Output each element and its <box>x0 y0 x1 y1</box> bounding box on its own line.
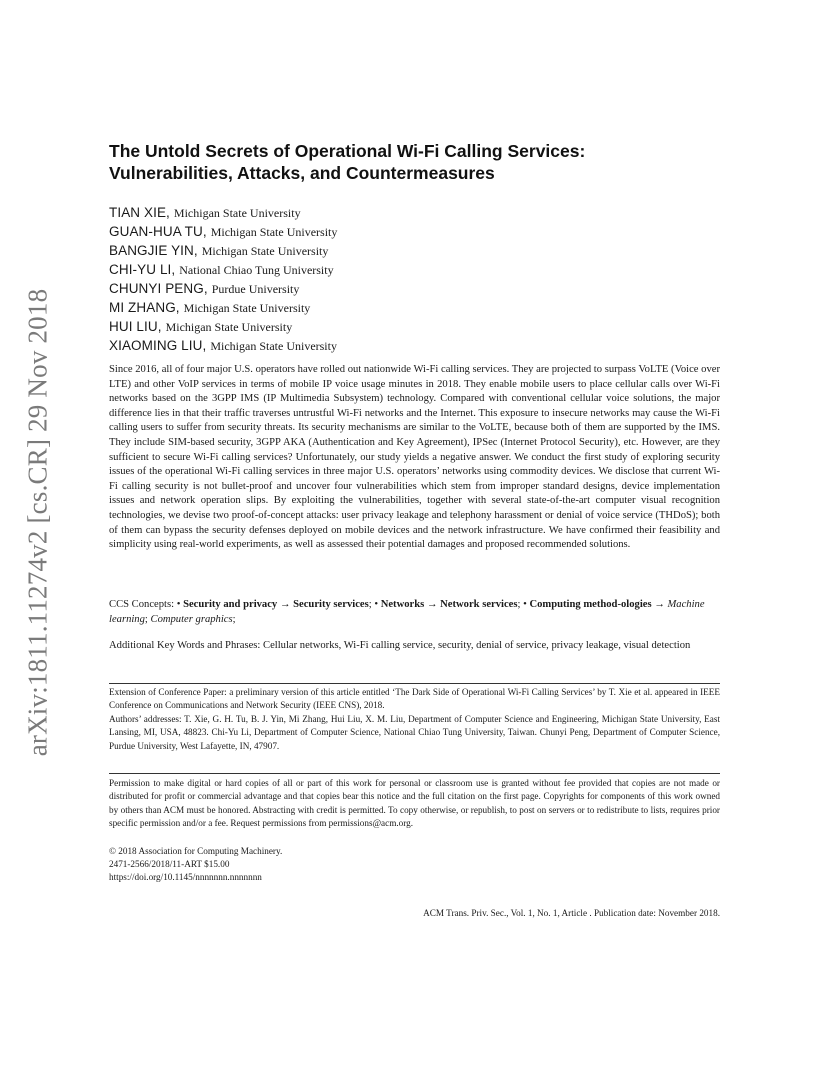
author-entry <box>109 317 729 336</box>
permissions-notice: Permission to make digital or hard copies of all or part of this work for personal or classroom use is granted without fee provided that copies are not made or distributed for profit or commercial advantage and that copies bear this notice and the full citation on the first page. Copyrights for components of this work owned by others than ACM must be honored. Abstracting with credit is permitted. To copy otherwise, or republish, to post on servers or to redistribute to lists, requires prior specific permission and/or a fee. Request permissions from permissions@acm.org. <box>109 778 720 828</box>
journal-footer: ACM Trans. Priv. Sec., Vol. 1, No. 1, Article . Publication date: November 2018. <box>423 908 720 918</box>
author-name: MI ZHANG, <box>109 300 180 315</box>
permissions-divider <box>109 773 720 774</box>
ccs-concept-3-sub-2: Computer graphics <box>150 613 233 625</box>
paper-title <box>109 140 729 184</box>
author-entry <box>109 336 729 355</box>
author-entry <box>109 298 729 317</box>
ccs-concept-1: Security and privacy <box>183 599 278 610</box>
author-affiliation: Michigan State University <box>183 301 311 315</box>
authors-addresses: Authors’ addresses: T. Xie, G. H. Tu, B. J. Yin, Mi Zhang, Hui Liu, X. M. Liu, Department of Computer Science and Engineering, Michigan State University, East Lansing, MI, USA, 48823. Chi-Yu Li, Department of Computer Science, National Chiao Tung University, Taiwan. Chunyi Peng, Department of Computer Science, Purdue University, West Lafayette, IN, 47907. <box>109 714 720 751</box>
ccs-concept-2: Networks <box>380 599 425 610</box>
author-entry <box>109 203 729 222</box>
author-name: HUI LIU, <box>109 319 162 334</box>
ccs-separator: ; <box>144 613 151 625</box>
author-affiliation: Michigan State University <box>165 320 293 334</box>
author-affiliation: Michigan State University <box>173 206 301 220</box>
ccs-arrow: → <box>424 599 441 610</box>
ccs-concept-3-sub-1: Machine learning <box>109 599 705 625</box>
ccs-concept-3: Computing method-ologies <box>529 599 652 610</box>
copyright-line: © 2018 Association for Computing Machinery. <box>109 846 283 856</box>
ccs-concept-1-sub: Security services <box>293 599 369 610</box>
ccs-separator: ; • <box>517 599 530 610</box>
doi-link[interactable]: https://doi.org/10.1145/nnnnnnn.nnnnnnn <box>109 872 262 882</box>
author-entry <box>109 241 729 260</box>
ccs-arrow: → <box>277 599 294 610</box>
arxiv-id: arXiv:1811.11274v2 [cs.CR] 29 Nov 2018 <box>22 288 53 756</box>
author-affiliation: Michigan State University <box>201 244 329 258</box>
author-entry <box>109 260 729 279</box>
author-list <box>109 203 729 355</box>
title-line-2: Vulnerabilities, Attacks, and Countermeasures <box>109 163 495 183</box>
issn-line: 2471-2566/2018/11-ART $15.00 <box>109 859 230 869</box>
author-name: TIAN XIE, <box>109 205 170 220</box>
author-name: CHI-YU LI, <box>109 262 176 277</box>
author-entry <box>109 222 729 241</box>
arxiv-stamp <box>14 283 62 761</box>
title-line-1: The Untold Secrets of Operational Wi-Fi Calling Services: <box>109 141 586 161</box>
ccs-end: ; <box>232 613 236 625</box>
ccs-arrow: → <box>651 599 668 610</box>
ccs-prefix: CCS Concepts: • <box>109 599 184 610</box>
footnote-divider <box>109 683 720 684</box>
author-name: CHUNYI PENG, <box>109 281 208 296</box>
author-affiliation: Purdue University <box>211 282 300 296</box>
author-name: GUAN-HUA TU, <box>109 224 207 239</box>
ccs-concept-2-sub: Network services <box>440 599 518 610</box>
author-entry <box>109 279 729 298</box>
author-name: XIAOMING LIU, <box>109 338 207 353</box>
keywords: Additional Key Words and Phrases: Cellular networks, Wi-Fi calling service, security, denial of service, privacy leakage, visual detection <box>109 640 691 651</box>
ccs-separator: ; • <box>368 599 381 610</box>
author-affiliation: National Chiao Tung University <box>179 263 334 277</box>
abstract: Since 2016, all of four major U.S. operators have rolled out nationwide Wi-Fi calling services. They are projected to surpass VoLTE (Voice over LTE) and other VoIP services in terms of mobile IP voice usage minutes in 2018. They enable mobile users to place cellular calls over Wi-Fi networks based on the 3GPP IMS (IP Multimedia Subsystem) technology. Compared with conventional cellular voice solutions, the major difference lies in that their traffic traverses untrustful Wi-Fi networks and the Internet. This exposure to insecure networks may cause the Wi-Fi calling users to suffer from security threats. Its security mechanisms are similar to the VoLTE, because both of them are supported by the IMS. They include SIM-based security, 3GPP AKA (Authentication and Key Agreement), IPSec (Internet Protocol Security), etc. However, are they sufficient to secure Wi-Fi calling services? Unfortunately, our study yields a negative answer. We conduct the first study of exploring security issues of the operational Wi-Fi calling services in three major U.S. operators’ networks using commodity devices. We disclose that current Wi-Fi calling security is not bullet-proof and uncover four vulnerabilities which stem from improper standard designs, device implementation issues and network operation slips. By exploiting the vulnerabilities, together with several state-of-the-art computer visual recognition technologies, we devise two proof-of-concept attacks: user privacy leakage and telephony harassment or denial of voice service (THDoS); both of them can bypass the security defenses deployed on mobile devices and the network infrastructure. We have confirmed their feasibility and simplicity using real-world experiments, as well as assessed their potential damages and proposed recommended solutions. <box>109 364 720 551</box>
author-affiliation: Michigan State University <box>210 339 337 353</box>
extension-note: Extension of Conference Paper: a preliminary version of this article entitled ‘The Dark Side of Operational Wi-Fi Calling Services’ by T. Xie et al. appeared in IEEE Conference on Communications and Network Security (IEEE CNS), 2018. <box>109 687 720 711</box>
author-name: BANGJIE YIN, <box>109 243 198 258</box>
author-affiliation: Michigan State University <box>210 225 338 239</box>
ccs-concepts <box>109 598 720 627</box>
